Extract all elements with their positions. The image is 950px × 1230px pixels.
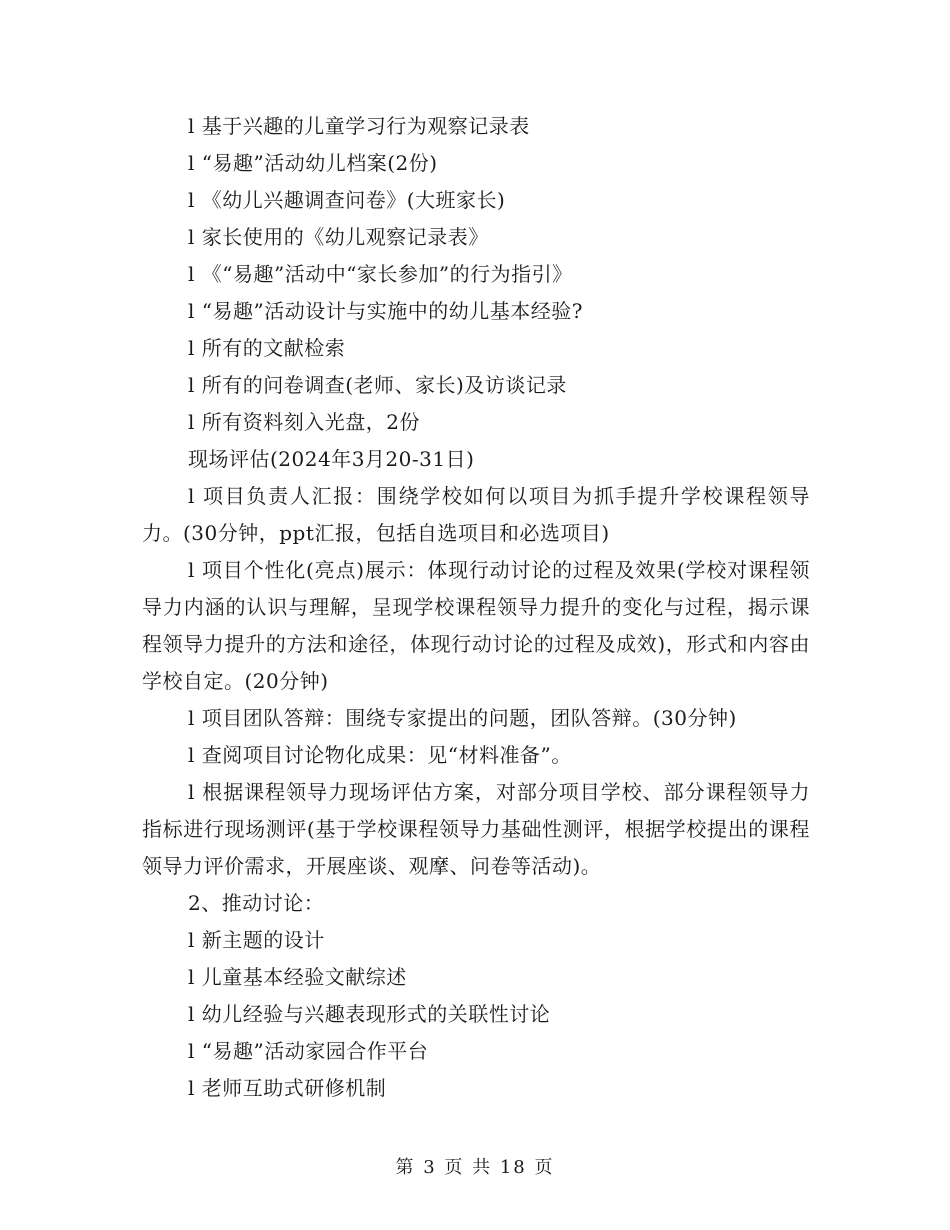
paragraph: l “易趣”活动幼儿档案(2份): [188, 151, 438, 175]
paragraph: l 新主题的设计: [188, 928, 325, 952]
paragraph: l 老师互助式研修机制: [188, 1076, 387, 1100]
paragraph: l 项目团队答辩：围绕专家提出的问题，团队答辩。(30分钟): [188, 706, 737, 730]
paragraph: l 基于兴趣的儿童学习行为观察记录表: [188, 114, 530, 138]
paragraph: l 《幼儿兴趣调查问卷》(大班家长): [188, 188, 506, 212]
paragraph: l 查阅项目讨论物化成果：见“材料准备”。: [188, 743, 572, 767]
paragraph: l 所有的问卷调查(老师、家长)及访谈记录: [188, 373, 567, 397]
paragraph: l “易趣”活动设计与实施中的幼儿基本经验?: [188, 299, 583, 323]
paragraph: l 根据课程领导力现场评估方案，对部分项目学校、部分课程领导力指标进行现场测评(基于学校课程领导力基础性测评，根据学校提出的课程领导力评价需求，开展座谈、观摩、问卷等活动)。: [142, 780, 810, 878]
page-number-footer: 第 3 页 共 18 页: [395, 1157, 555, 1178]
paragraph: l “易趣”活动家园合作平台: [188, 1039, 429, 1063]
paragraph: l 所有的文献检索: [188, 336, 346, 360]
paragraph: l 幼儿经验与兴趣表现形式的关联性讨论: [188, 1002, 551, 1026]
paragraph: l 儿童基本经验文献综述: [188, 965, 407, 989]
paragraph: l 项目个性化(亮点)展示：体现行动讨论的过程及效果(学校对课程领导力内涵的认识与理解，呈现学校课程领导力提升的变化与过程，揭示课程领导力提升的方法和途径，体现行动讨论的过程及成效)，形式和内容由学校自定。(20分钟): [142, 558, 810, 693]
paragraph: l 所有资料刻入光盘，2份: [188, 410, 420, 434]
paragraph: l 《“易趣”活动中“家长参加”的行为指引》: [188, 262, 573, 286]
section-heading: 现场评估(2024年3月20-31日): [188, 447, 475, 471]
paragraph: l 项目负责人汇报：围绕学校如何以项目为抓手提升学校课程领导力。(30分钟，ppt汇报，包括自选项目和必选项目): [142, 484, 810, 545]
document-body: [142, 108, 810, 1107]
paragraph: l 家长使用的《幼儿观察记录表》: [188, 225, 489, 249]
section-heading: 2、推动讨论：: [188, 891, 325, 915]
